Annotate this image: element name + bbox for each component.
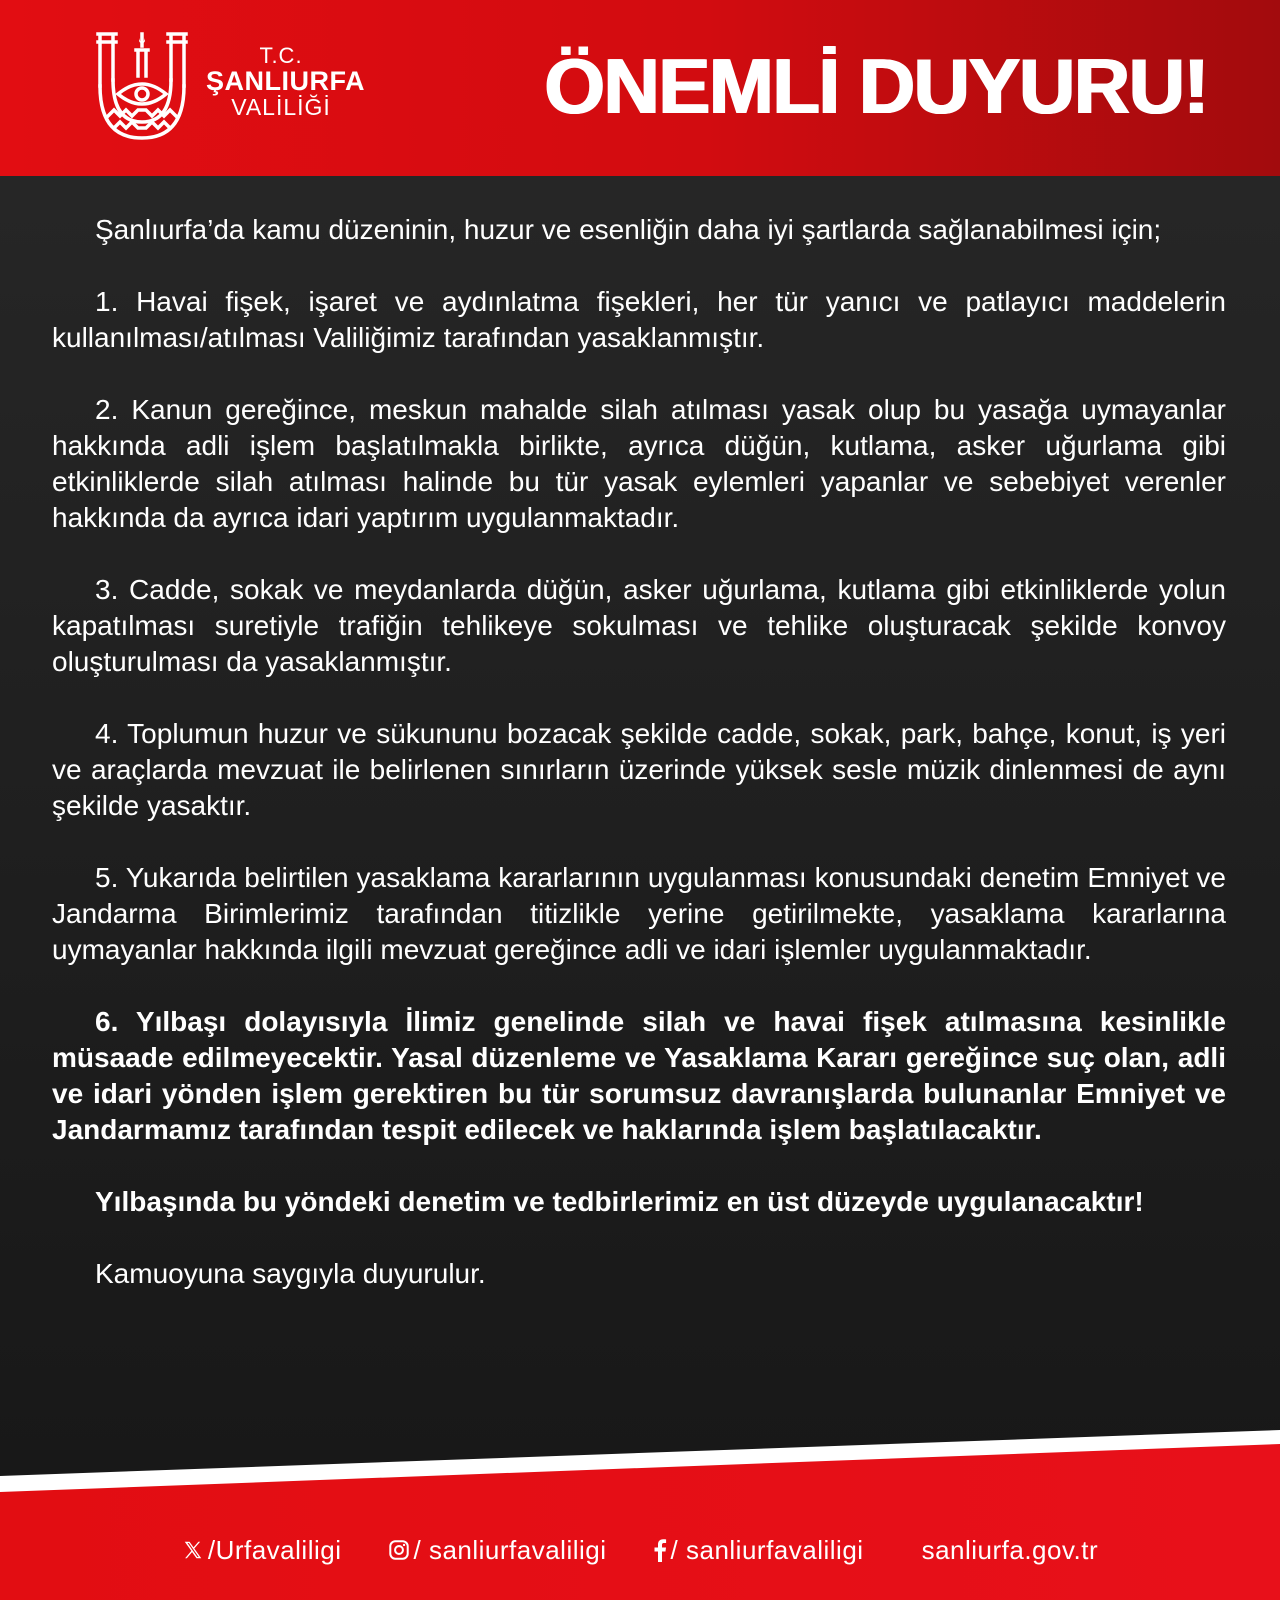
list-item-4: 4. Toplumun huzur ve sükununu bozacak şekilde cadde, sokak, park, bahçe, konut, iş yeri ve araçlarda mevzuat ile belirlenen sınırların üzerinde yüksek sesle müzik dinlenmesi de aynı şekilde yasaktır.: [52, 718, 1226, 821]
list-item-1: 1. Havai fişek, işaret ve aydınlatma fişekleri, her tür yanıcı ve patlayıcı maddelerin kullanılması/atılması Valiliğimiz tarafından yasaklanmıştır.: [52, 286, 1226, 353]
emphasis-paragraph: Yılbaşında bu yöndeki denetim ve tedbirlerimiz en üst düzeyde uygulanacaktır!: [95, 1186, 1144, 1217]
announcement-text: [52, 212, 1226, 1292]
valilik-logo-icon: [92, 30, 192, 142]
page-title: ÖNEMLİ DUYURU!: [544, 42, 1208, 130]
intro-paragraph: Şanlıurfa’da kamu düzeninin, huzur ve esenliğin daha iyi şartlarda sağlanabilmesi için;: [95, 214, 1162, 245]
header-banner: [0, 0, 1280, 176]
list-item-3: 3. Cadde, sokak ve meydanlarda düğün, asker uğurlama, kutlama gibi etkinliklerde yolun kapatılması suretiyle trafiğin tehlikeye sokulması ve tehlike oluşturacak şekilde konvoy oluşturulması da yasaklanmıştır.: [52, 574, 1226, 677]
x-handle: /Urfavaliligi: [207, 1534, 342, 1565]
announcement-body: [0, 176, 1280, 1486]
list-item-6: 6. Yılbaşı dolayısıyla İlimiz genelinde silah ve havai fişek atılmasına kesinlikle müsaade edilmeyecektir. Yasal düzenleme ve Yasaklama Kararı gereğince suç olan, adli ve idari yönden işlem gerektiren bu tür sorumsuz davranışlarda bulunanlar Emniyet ve Jandarmamız tarafından tespit edilecek ve haklarında işlem başlatılacaktır.: [52, 1006, 1226, 1145]
list-item-2: 2. Kanun gereğince, meskun mahalde silah atılması yasak olup bu yasağa uymayanlar hakkında adli işlem başlatılmakla birlikte, ayrıca düğün, kutlama, asker uğurlama gibi etkinliklerde silah atılması halinde bu tür yasak eylemleri yapanlar ve sebebiyet verenler hakkında da ayrıca idari yaptırım uygulanmaktadır.: [52, 394, 1226, 533]
social-links: [0, 1530, 1280, 1570]
facebook-link[interactable]: [653, 1535, 864, 1566]
x-link[interactable]: [182, 1535, 342, 1566]
instagram-link[interactable]: [388, 1535, 607, 1566]
facebook-icon: [653, 1538, 667, 1562]
instagram-handle: / sanliurfavaliligi: [413, 1534, 607, 1565]
instagram-icon: [388, 1539, 410, 1561]
logo-text: [206, 43, 365, 121]
footer-bar: [0, 1420, 1280, 1600]
website-link[interactable]: sanliurfa.gov.tr: [921, 1534, 1099, 1565]
logo-text-valilik: VALİLİĞİ: [231, 94, 331, 121]
logo-text-tc: T.C.: [259, 43, 303, 68]
x-logo-icon: [182, 1539, 204, 1561]
closing-paragraph: Kamuoyuna saygıyla duyurulur.: [95, 1258, 486, 1289]
list-item-5: 5. Yukarıda belirtilen yasaklama kararlarının uygulanması konusundaki denetim Emniyet ve Jandarma Birimlerimiz tarafından titizlikle yerine getirilmekte, yasaklama kararlarına uymayanlar hakkında ilgili mevzuat gereğince adli ve idari işlemler uygulanmaktadır.: [52, 862, 1226, 965]
logo-text-city: ŞANLIURFA: [206, 66, 365, 97]
footer-band-shape: [0, 1420, 1280, 1600]
facebook-handle: / sanliurfavaliligi: [670, 1534, 864, 1565]
